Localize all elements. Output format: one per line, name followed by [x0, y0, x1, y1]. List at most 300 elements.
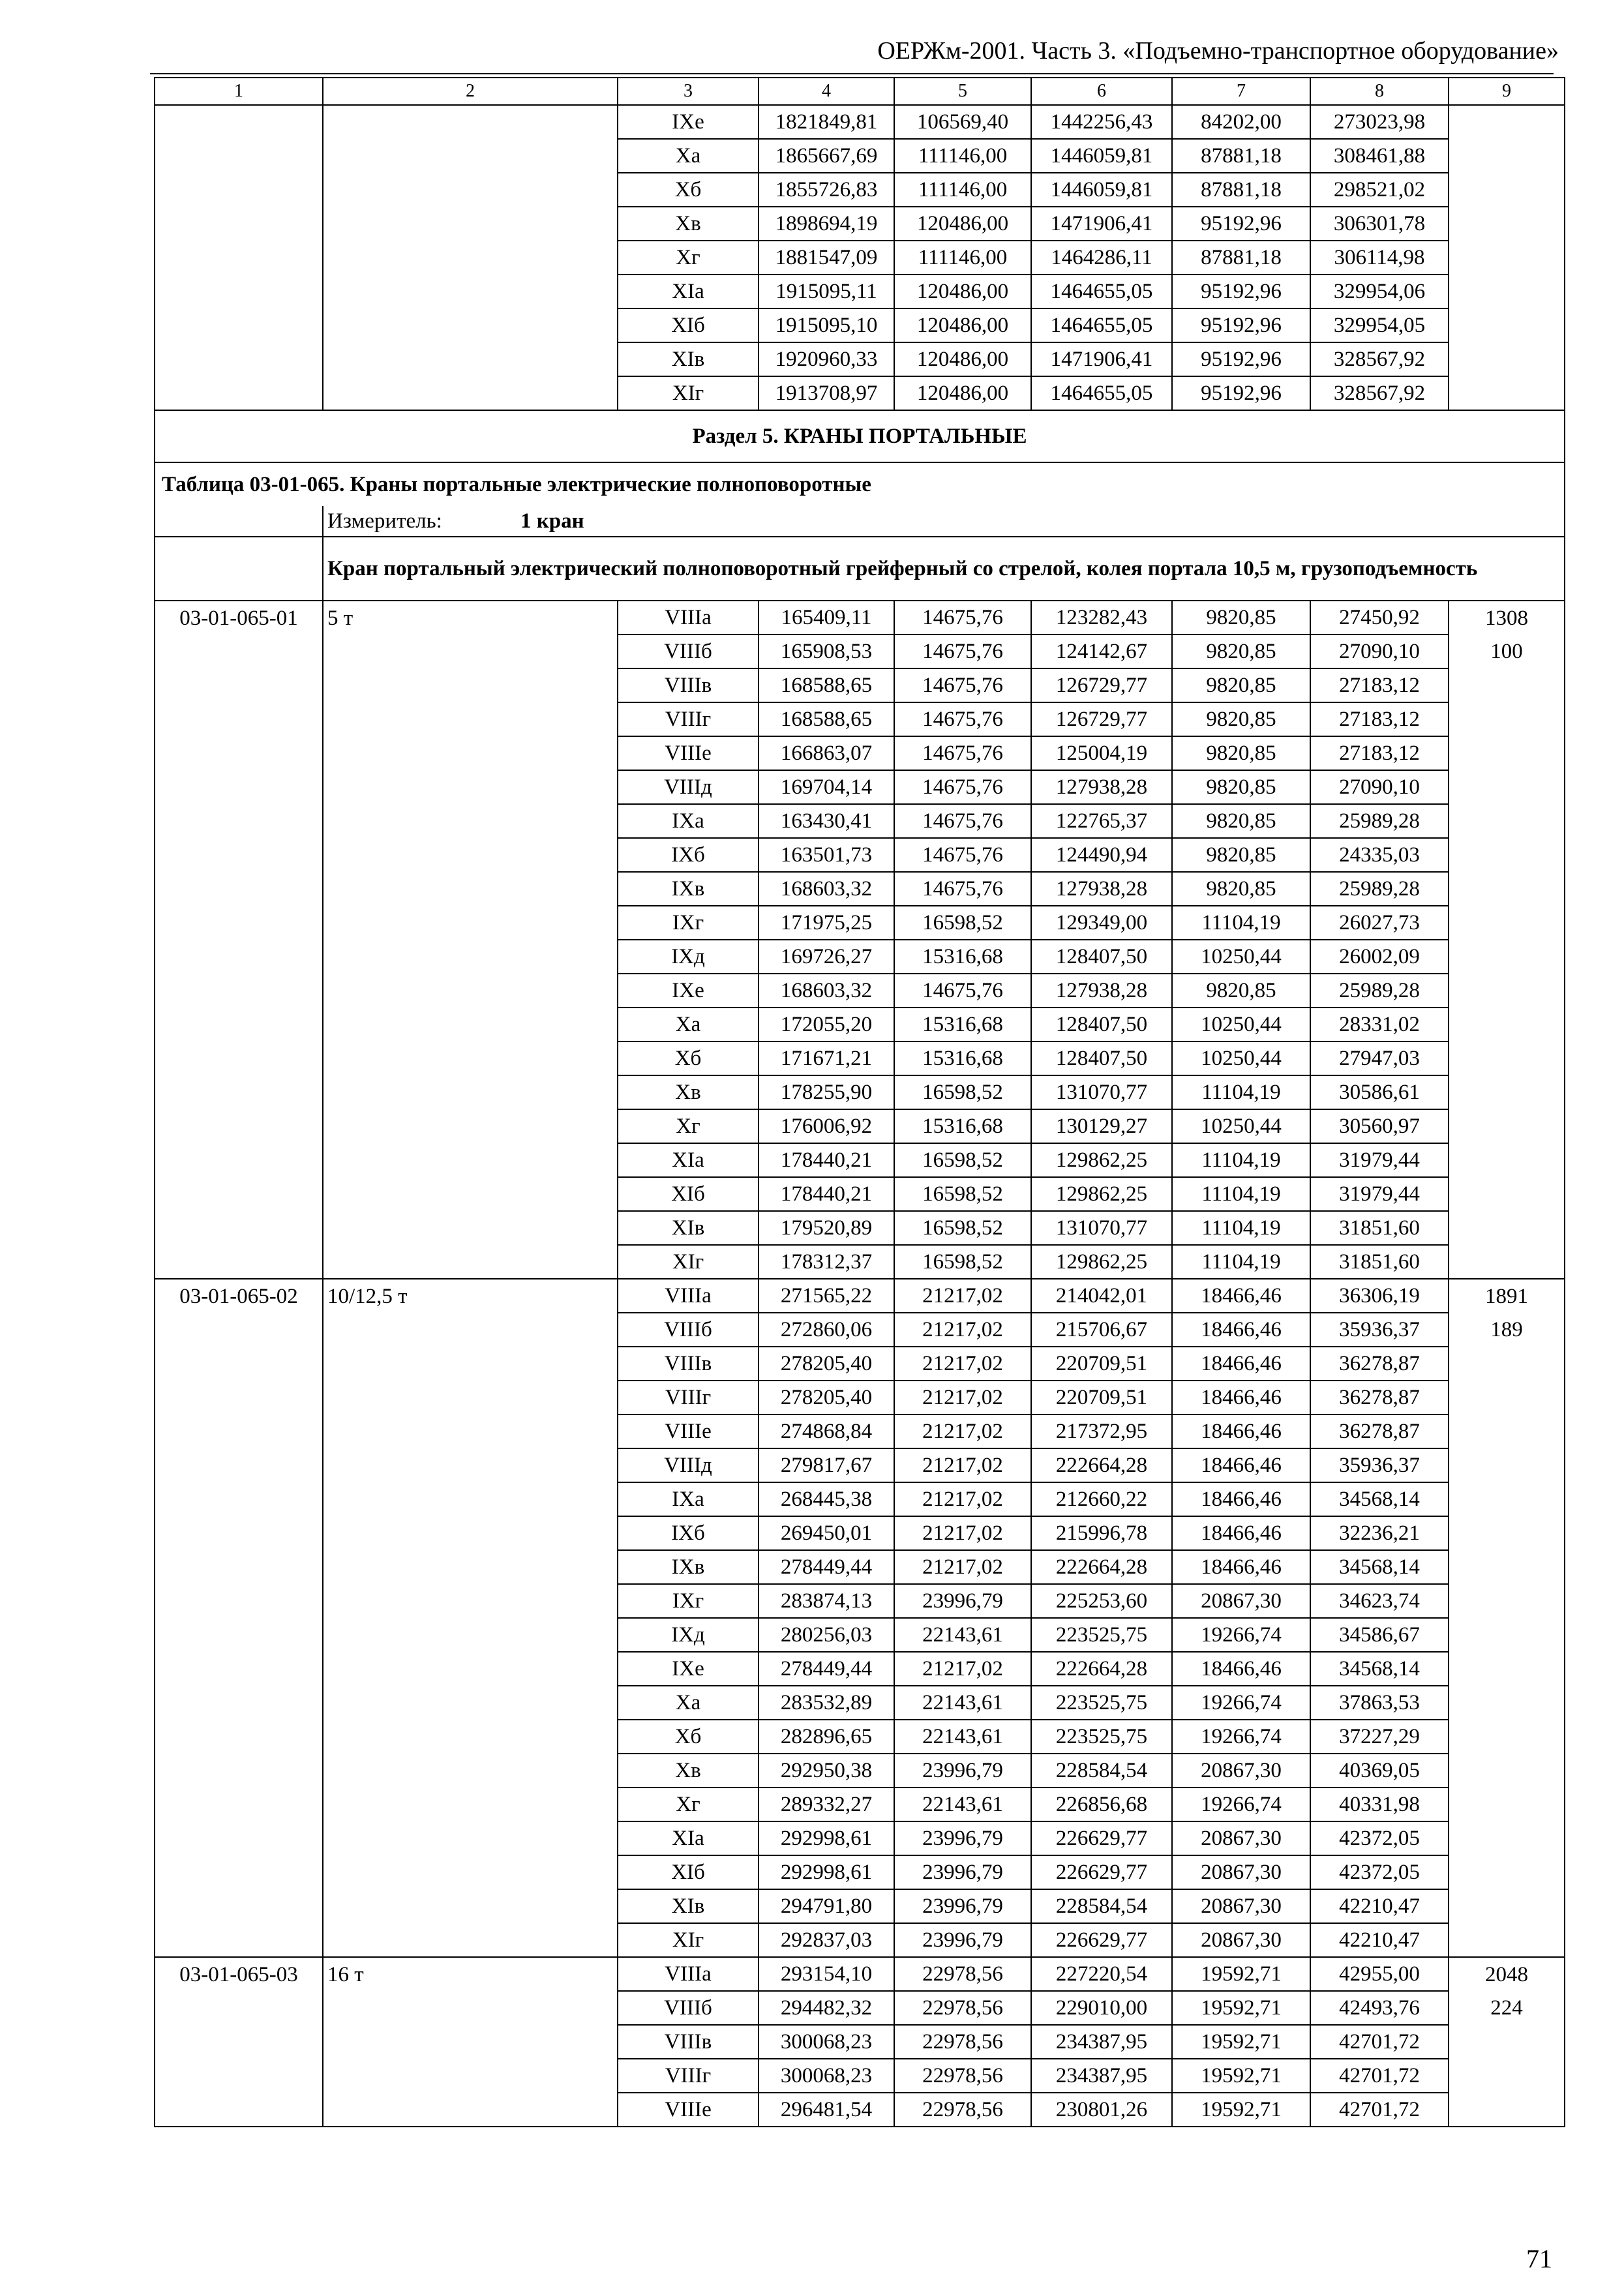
machine-cost-cell: 1464655,05 — [1031, 308, 1172, 342]
machinist-wages-cell: 19266,74 — [1172, 1788, 1310, 1821]
table-row — [155, 668, 1565, 702]
empty-cell — [155, 1075, 323, 1109]
empty-cell — [1449, 1720, 1565, 1754]
empty-cell — [323, 906, 618, 940]
empty-cell — [1449, 1686, 1565, 1720]
total-cost-cell: 171671,21 — [759, 1041, 894, 1075]
zone-cell: VIIIд — [618, 1448, 759, 1482]
machine-cost-cell: 1464655,05 — [1031, 275, 1172, 308]
zone-cell: IXе — [618, 105, 759, 139]
materials-cell: 27947,03 — [1310, 1041, 1449, 1075]
empty-cell — [323, 1686, 618, 1720]
table-row — [155, 1889, 1565, 1923]
rates-table — [154, 77, 1565, 2127]
total-cost-cell: 278205,40 — [759, 1381, 894, 1414]
total-cost-cell: 168588,65 — [759, 668, 894, 702]
labor-cell: 1308 — [1449, 601, 1565, 635]
machine-cost-cell: 222664,28 — [1031, 1448, 1172, 1482]
empty-cell — [1449, 376, 1565, 410]
wages-cell: 22978,56 — [894, 2093, 1031, 2127]
machinist-wages-cell: 19592,71 — [1172, 2093, 1310, 2127]
empty-cell — [323, 1347, 618, 1381]
empty-cell — [323, 1754, 618, 1788]
measure-value: 1 кран — [520, 509, 584, 533]
empty-cell — [1449, 906, 1565, 940]
empty-cell — [323, 668, 618, 702]
materials-cell: 27183,12 — [1310, 736, 1449, 770]
machinist-wages-cell: 18466,46 — [1172, 1279, 1310, 1313]
materials-cell: 308461,88 — [1310, 139, 1449, 173]
wages-cell: 23996,79 — [894, 1754, 1031, 1788]
materials-cell: 26002,09 — [1310, 940, 1449, 974]
total-cost-cell: 294791,80 — [759, 1889, 894, 1923]
machinist-wages-cell: 9820,85 — [1172, 736, 1310, 770]
machinist-wages-cell: 19592,71 — [1172, 1991, 1310, 2025]
labor-cell: 1891 — [1449, 1279, 1565, 1313]
machinist-wages-cell: 19266,74 — [1172, 1686, 1310, 1720]
wages-cell: 21217,02 — [894, 1414, 1031, 1448]
empty-cell — [155, 1211, 323, 1245]
empty-cell — [1449, 940, 1565, 974]
labor-cell: 189 — [1449, 1313, 1565, 1347]
machine-cost-cell: 123282,43 — [1031, 601, 1172, 635]
table-row — [155, 376, 1565, 410]
section-row — [155, 410, 1565, 462]
zone-cell: XIг — [618, 1245, 759, 1279]
zone-cell: XIа — [618, 1821, 759, 1855]
total-cost-cell: 1821849,81 — [759, 105, 894, 139]
zone-cell: IXе — [618, 1652, 759, 1686]
total-cost-cell: 176006,92 — [759, 1109, 894, 1143]
empty-cell — [323, 1991, 618, 2025]
empty-cell — [323, 872, 618, 906]
wages-cell: 23996,79 — [894, 1923, 1031, 1957]
wages-cell: 14675,76 — [894, 974, 1031, 1008]
empty-cell — [1449, 173, 1565, 207]
machinist-wages-cell: 11104,19 — [1172, 1245, 1310, 1279]
zone-cell: IXг — [618, 1584, 759, 1618]
wages-cell: 21217,02 — [894, 1279, 1031, 1313]
empty-cell — [323, 770, 618, 804]
total-cost-cell: 283532,89 — [759, 1686, 894, 1720]
empty-cell — [323, 1855, 618, 1889]
table-row — [155, 1482, 1565, 1516]
machinist-wages-cell: 11104,19 — [1172, 1211, 1310, 1245]
machine-cost-cell: 126729,77 — [1031, 668, 1172, 702]
empty-cell — [1449, 342, 1565, 376]
machine-cost-cell: 1442256,43 — [1031, 105, 1172, 139]
zone-cell: XIв — [618, 342, 759, 376]
total-cost-cell: 289332,27 — [759, 1788, 894, 1821]
materials-cell: 27450,92 — [1310, 601, 1449, 635]
empty-cell — [155, 376, 323, 410]
zone-cell: IXа — [618, 1482, 759, 1516]
machinist-wages-cell: 95192,96 — [1172, 275, 1310, 308]
zone-cell: IXа — [618, 804, 759, 838]
empty-cell — [155, 139, 323, 173]
empty-cell — [1449, 1855, 1565, 1889]
total-cost-cell: 1913708,97 — [759, 376, 894, 410]
materials-cell: 37227,29 — [1310, 1720, 1449, 1754]
table-row — [155, 1957, 1565, 1991]
machine-cost-cell: 222664,28 — [1031, 1550, 1172, 1584]
wages-cell: 21217,02 — [894, 1652, 1031, 1686]
machinist-wages-cell: 9820,85 — [1172, 601, 1310, 635]
empty-cell — [155, 906, 323, 940]
empty-cell — [1449, 1550, 1565, 1584]
materials-cell: 306114,98 — [1310, 241, 1449, 275]
machinist-wages-cell: 11104,19 — [1172, 1075, 1310, 1109]
empty-cell — [1449, 1245, 1565, 1279]
zone-cell: IXв — [618, 1550, 759, 1584]
empty-cell — [155, 1821, 323, 1855]
zone-cell: XIб — [618, 1855, 759, 1889]
machine-cost-cell: 225253,60 — [1031, 1584, 1172, 1618]
machine-cost-cell: 220709,51 — [1031, 1381, 1172, 1414]
wages-cell: 14675,76 — [894, 702, 1031, 736]
empty-cell — [155, 770, 323, 804]
empty-cell — [1449, 1041, 1565, 1075]
machine-cost-cell: 215996,78 — [1031, 1516, 1172, 1550]
empty-cell — [155, 2059, 323, 2093]
empty-cell — [1449, 770, 1565, 804]
empty-cell — [323, 1245, 618, 1279]
machinist-wages-cell: 18466,46 — [1172, 1652, 1310, 1686]
total-cost-cell: 282896,65 — [759, 1720, 894, 1754]
zone-cell: IXд — [618, 1618, 759, 1652]
zone-cell: VIIIв — [618, 2025, 759, 2059]
machine-cost-cell: 128407,50 — [1031, 940, 1172, 974]
empty-cell — [1449, 974, 1565, 1008]
wages-cell: 16598,52 — [894, 906, 1031, 940]
table-row — [155, 1991, 1565, 2025]
machine-cost-cell: 131070,77 — [1031, 1211, 1172, 1245]
wages-cell: 120486,00 — [894, 342, 1031, 376]
row-name: 5 т — [323, 601, 618, 635]
materials-cell: 26027,73 — [1310, 906, 1449, 940]
labor-cell: 2048 — [1449, 1957, 1565, 1991]
total-cost-cell: 300068,23 — [759, 2059, 894, 2093]
empty-cell — [1449, 736, 1565, 770]
total-cost-cell: 300068,23 — [759, 2025, 894, 2059]
table-row — [155, 1177, 1565, 1211]
empty-cell — [1449, 1754, 1565, 1788]
column-number: 7 — [1172, 78, 1310, 105]
machinist-wages-cell: 9820,85 — [1172, 838, 1310, 872]
total-cost-cell: 292998,61 — [759, 1821, 894, 1855]
materials-cell: 30586,61 — [1310, 1075, 1449, 1109]
total-cost-cell: 165409,11 — [759, 601, 894, 635]
total-cost-cell: 168588,65 — [759, 702, 894, 736]
table-row — [155, 1550, 1565, 1584]
empty-cell — [1449, 241, 1565, 275]
measure-label: Измеритель: — [327, 509, 442, 533]
table-row — [155, 838, 1565, 872]
zone-cell: XIв — [618, 1211, 759, 1245]
materials-cell: 42701,72 — [1310, 2059, 1449, 2093]
empty-cell — [155, 1923, 323, 1957]
empty-cell — [155, 940, 323, 974]
machinist-wages-cell: 18466,46 — [1172, 1482, 1310, 1516]
empty-cell — [155, 838, 323, 872]
total-cost-cell: 163501,73 — [759, 838, 894, 872]
empty-cell — [155, 1313, 323, 1347]
materials-cell: 35936,37 — [1310, 1448, 1449, 1482]
machinist-wages-cell: 87881,18 — [1172, 241, 1310, 275]
column-number: 5 — [894, 78, 1031, 105]
total-cost-cell: 280256,03 — [759, 1618, 894, 1652]
machine-cost-cell: 1446059,81 — [1031, 173, 1172, 207]
materials-cell: 30560,97 — [1310, 1109, 1449, 1143]
wages-cell: 16598,52 — [894, 1177, 1031, 1211]
machine-cost-cell: 229010,00 — [1031, 1991, 1172, 2025]
machine-cost-cell: 220709,51 — [1031, 1347, 1172, 1381]
machine-cost-cell: 214042,01 — [1031, 1279, 1172, 1313]
machinist-wages-cell: 19266,74 — [1172, 1720, 1310, 1754]
materials-cell: 273023,98 — [1310, 105, 1449, 139]
materials-cell: 306301,78 — [1310, 207, 1449, 241]
machine-cost-cell: 226629,77 — [1031, 1821, 1172, 1855]
total-cost-cell: 271565,22 — [759, 1279, 894, 1313]
empty-cell — [155, 1618, 323, 1652]
machinist-wages-cell: 18466,46 — [1172, 1550, 1310, 1584]
machine-cost-cell: 230801,26 — [1031, 2093, 1172, 2127]
table-row — [155, 1414, 1565, 1448]
machinist-wages-cell: 19592,71 — [1172, 1957, 1310, 1991]
total-cost-cell: 1915095,11 — [759, 275, 894, 308]
empty-cell — [323, 2093, 618, 2127]
empty-cell — [155, 1143, 323, 1177]
empty-cell — [323, 139, 618, 173]
empty-cell — [323, 1821, 618, 1855]
zone-cell: Xа — [618, 1008, 759, 1041]
machinist-wages-cell: 95192,96 — [1172, 207, 1310, 241]
total-cost-cell: 278205,40 — [759, 1347, 894, 1381]
empty-cell — [323, 1482, 618, 1516]
empty-cell — [1449, 1075, 1565, 1109]
wages-cell: 22143,61 — [894, 1686, 1031, 1720]
zone-cell: Xг — [618, 1788, 759, 1821]
machine-cost-cell: 1464286,11 — [1031, 241, 1172, 275]
machinist-wages-cell: 18466,46 — [1172, 1313, 1310, 1347]
wages-cell: 14675,76 — [894, 770, 1031, 804]
empty-cell — [1449, 207, 1565, 241]
empty-cell — [323, 105, 618, 139]
machinist-wages-cell: 9820,85 — [1172, 974, 1310, 1008]
empty-cell — [323, 1618, 618, 1652]
wages-cell: 23996,79 — [894, 1855, 1031, 1889]
machine-cost-cell: 129862,25 — [1031, 1245, 1172, 1279]
zone-cell: VIIIа — [618, 1279, 759, 1313]
total-cost-cell: 172055,20 — [759, 1008, 894, 1041]
empty-cell — [155, 2025, 323, 2059]
materials-cell: 40369,05 — [1310, 1754, 1449, 1788]
wages-cell: 21217,02 — [894, 1347, 1031, 1381]
column-number: 8 — [1310, 78, 1449, 105]
empty-cell — [1449, 702, 1565, 736]
machine-cost-cell: 223525,75 — [1031, 1720, 1172, 1754]
machine-cost-cell: 212660,22 — [1031, 1482, 1172, 1516]
materials-cell: 42701,72 — [1310, 2093, 1449, 2127]
table-row — [155, 1618, 1565, 1652]
description-text: Кран портальный электрический полноповоротный грейферный со стрелой, колея портала 10,5 м, грузоподъемность — [323, 537, 1565, 601]
empty-cell — [1449, 838, 1565, 872]
wages-cell: 21217,02 — [894, 1381, 1031, 1414]
empty-cell — [1449, 1448, 1565, 1482]
machine-cost-cell: 127938,28 — [1031, 974, 1172, 1008]
zone-cell: VIIIа — [618, 601, 759, 635]
wages-cell: 16598,52 — [894, 1245, 1031, 1279]
empty-cell — [1449, 1652, 1565, 1686]
empty-cell — [155, 537, 323, 601]
total-cost-cell: 279817,67 — [759, 1448, 894, 1482]
machine-cost-cell: 222664,28 — [1031, 1652, 1172, 1686]
total-cost-cell: 292998,61 — [759, 1855, 894, 1889]
materials-cell: 31979,44 — [1310, 1177, 1449, 1211]
total-cost-cell: 292837,03 — [759, 1923, 894, 1957]
empty-cell — [323, 1381, 618, 1414]
total-cost-cell: 292950,38 — [759, 1754, 894, 1788]
empty-cell — [155, 1584, 323, 1618]
machinist-wages-cell: 19266,74 — [1172, 1618, 1310, 1652]
labor-cell: 100 — [1449, 635, 1565, 668]
empty-cell — [1449, 1381, 1565, 1414]
table-row — [155, 173, 1565, 207]
zone-cell: Xб — [618, 173, 759, 207]
machine-cost-cell: 1471906,41 — [1031, 342, 1172, 376]
zone-cell: IXд — [618, 940, 759, 974]
machine-cost-cell: 130129,27 — [1031, 1109, 1172, 1143]
materials-cell: 36278,87 — [1310, 1347, 1449, 1381]
total-cost-cell: 169704,14 — [759, 770, 894, 804]
machine-cost-cell: 226629,77 — [1031, 1855, 1172, 1889]
machine-cost-cell: 131070,77 — [1031, 1075, 1172, 1109]
zone-cell: XIг — [618, 1923, 759, 1957]
table-row — [155, 906, 1565, 940]
machinist-wages-cell: 84202,00 — [1172, 105, 1310, 139]
wages-cell: 120486,00 — [894, 207, 1031, 241]
materials-cell: 34568,14 — [1310, 1482, 1449, 1516]
zone-cell: VIIIг — [618, 1381, 759, 1414]
materials-cell: 328567,92 — [1310, 342, 1449, 376]
wages-cell: 21217,02 — [894, 1448, 1031, 1482]
table-row — [155, 1923, 1565, 1957]
machinist-wages-cell: 18466,46 — [1172, 1381, 1310, 1414]
empty-cell — [155, 702, 323, 736]
total-cost-cell: 168603,32 — [759, 872, 894, 906]
wages-cell: 14675,76 — [894, 736, 1031, 770]
empty-cell — [155, 1347, 323, 1381]
empty-cell — [1449, 105, 1565, 139]
empty-cell — [155, 173, 323, 207]
zone-cell: VIIIб — [618, 635, 759, 668]
empty-cell — [1449, 1414, 1565, 1448]
empty-cell — [323, 940, 618, 974]
zone-cell: XIб — [618, 308, 759, 342]
table-row — [155, 2059, 1565, 2093]
column-number: 2 — [323, 78, 618, 105]
total-cost-cell: 169726,27 — [759, 940, 894, 974]
materials-cell: 31851,60 — [1310, 1245, 1449, 1279]
table-row — [155, 275, 1565, 308]
table-row — [155, 2093, 1565, 2127]
empty-cell — [1449, 872, 1565, 906]
empty-cell — [155, 1550, 323, 1584]
total-cost-cell: 1898694,19 — [759, 207, 894, 241]
machinist-wages-cell: 11104,19 — [1172, 1177, 1310, 1211]
total-cost-cell: 178440,21 — [759, 1177, 894, 1211]
zone-cell: VIIIб — [618, 1313, 759, 1347]
row-name: 16 т — [323, 1957, 618, 1991]
empty-cell — [323, 173, 618, 207]
wages-cell: 106569,40 — [894, 105, 1031, 139]
materials-cell: 27183,12 — [1310, 668, 1449, 702]
row-name: 10/12,5 т — [323, 1279, 618, 1313]
empty-cell — [323, 1652, 618, 1686]
machine-cost-cell: 127938,28 — [1031, 872, 1172, 906]
total-cost-cell: 269450,01 — [759, 1516, 894, 1550]
wages-cell: 23996,79 — [894, 1821, 1031, 1855]
table-row — [155, 1041, 1565, 1075]
empty-cell — [323, 342, 618, 376]
empty-cell — [155, 1720, 323, 1754]
table-row — [155, 1821, 1565, 1855]
empty-cell — [1449, 1618, 1565, 1652]
empty-cell — [155, 1482, 323, 1516]
empty-cell — [323, 1788, 618, 1821]
machine-cost-cell: 128407,50 — [1031, 1041, 1172, 1075]
total-cost-cell: 274868,84 — [759, 1414, 894, 1448]
wages-cell: 15316,68 — [894, 1041, 1031, 1075]
materials-cell: 25989,28 — [1310, 872, 1449, 906]
materials-cell: 35936,37 — [1310, 1313, 1449, 1347]
total-cost-cell: 293154,10 — [759, 1957, 894, 1991]
description-row — [155, 537, 1565, 601]
total-cost-cell: 1855726,83 — [759, 173, 894, 207]
empty-cell — [323, 1008, 618, 1041]
empty-cell — [323, 1211, 618, 1245]
materials-cell: 42210,47 — [1310, 1889, 1449, 1923]
machinist-wages-cell: 19592,71 — [1172, 2059, 1310, 2093]
table-row — [155, 1788, 1565, 1821]
table-row — [155, 1143, 1565, 1177]
machine-cost-cell: 228584,54 — [1031, 1754, 1172, 1788]
zone-cell: VIIIб — [618, 1991, 759, 2025]
zone-cell: VIIIд — [618, 770, 759, 804]
total-cost-cell: 296481,54 — [759, 2093, 894, 2127]
zone-cell: VIIIе — [618, 2093, 759, 2127]
machinist-wages-cell: 10250,44 — [1172, 1109, 1310, 1143]
materials-cell: 27183,12 — [1310, 702, 1449, 736]
column-number: 3 — [618, 78, 759, 105]
total-cost-cell: 178312,37 — [759, 1245, 894, 1279]
materials-cell: 24335,03 — [1310, 838, 1449, 872]
machine-cost-cell: 215706,67 — [1031, 1313, 1172, 1347]
zone-cell: Xг — [618, 241, 759, 275]
empty-cell — [1449, 1177, 1565, 1211]
machinist-wages-cell: 20867,30 — [1172, 1855, 1310, 1889]
table-body — [155, 78, 1565, 2127]
wages-cell: 111146,00 — [894, 173, 1031, 207]
machinist-wages-cell: 18466,46 — [1172, 1347, 1310, 1381]
table-row — [155, 601, 1565, 635]
machine-cost-cell: 234387,95 — [1031, 2059, 1172, 2093]
measure-cell — [323, 506, 1565, 537]
machinist-wages-cell: 20867,30 — [1172, 1754, 1310, 1788]
zone-cell: IXв — [618, 872, 759, 906]
column-number: 6 — [1031, 78, 1172, 105]
materials-cell: 31851,60 — [1310, 1211, 1449, 1245]
